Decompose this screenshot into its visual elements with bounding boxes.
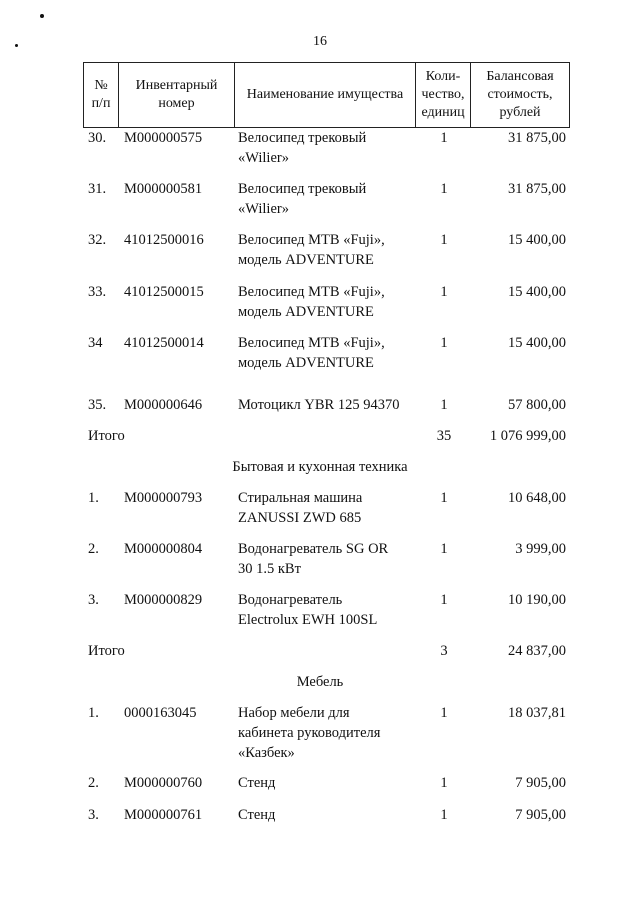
item-name: Велосипед МТВ «Fuji», модель ADVENTURE	[238, 284, 385, 320]
item-value: 10 190,00	[508, 592, 566, 608]
item-quantity: 1	[440, 705, 448, 721]
item-value: 31 875,00	[508, 181, 566, 197]
item-name: Стенд	[238, 807, 276, 823]
row-number: 34	[88, 335, 103, 351]
item-value: 15 400,00	[508, 232, 566, 248]
inventory-number: M000000829	[124, 592, 203, 608]
item-name: Велосипед трековый «Wilier»	[238, 181, 367, 217]
total-quantity: 35	[436, 428, 452, 444]
inventory-number: M000000760	[124, 775, 203, 791]
total-quantity: 3	[440, 643, 448, 659]
item-name: Водонагреватель SG OR 30 1.5 кВт	[238, 541, 389, 577]
item-quantity: 1	[440, 284, 448, 300]
total-label: Итого	[88, 643, 125, 659]
row-number: 35.	[88, 397, 107, 413]
item-name: Стенд	[238, 775, 276, 791]
item-quantity: 1	[440, 181, 448, 197]
inventory-number: M000000761	[124, 807, 203, 823]
row-number: 2.	[88, 775, 99, 791]
item-value: 15 400,00	[508, 335, 566, 351]
row-number: 31.	[88, 181, 107, 197]
item-name: Стиральная машина ZANUSSI ZWD 685	[238, 490, 363, 526]
item-quantity: 1	[440, 397, 448, 413]
header-num: № п/п	[84, 63, 119, 127]
item-quantity: 1	[440, 130, 448, 146]
inventory-number: M000000575	[124, 130, 203, 146]
header-value: Балансовая стоимость, рублей	[486, 68, 554, 121]
row-number: 33.	[88, 284, 107, 300]
item-value: 3 999,00	[515, 541, 566, 557]
item-quantity: 1	[440, 541, 448, 557]
total-label: Итого	[88, 428, 125, 444]
item-value: 18 037,81	[508, 705, 566, 721]
inventory-number: M000000581	[124, 181, 203, 197]
item-name: Велосипед трековый «Wilier»	[238, 130, 367, 166]
item-name: Мотоцикл YBR 125 94370	[238, 397, 400, 413]
item-quantity: 1	[440, 807, 448, 823]
item-value: 7 905,00	[515, 775, 566, 791]
section-heading: Бытовая и кухонная техника	[232, 459, 408, 475]
item-value: 10 648,00	[508, 490, 566, 506]
header-inventory: Инвентарный номер	[119, 63, 235, 127]
inventory-number: 41012500016	[124, 232, 204, 248]
header-name: Наименование имущества	[235, 63, 416, 127]
item-quantity: 1	[440, 232, 448, 248]
row-number: 32.	[88, 232, 107, 248]
item-value: 7 905,00	[515, 807, 566, 823]
item-value: 57 800,00	[508, 397, 566, 413]
item-value: 15 400,00	[508, 284, 566, 300]
section-heading: Мебель	[296, 674, 344, 690]
inventory-number: 41012500015	[124, 284, 204, 300]
table-header	[83, 62, 570, 128]
inventory-number: 0000163045	[124, 705, 197, 721]
item-name: Водонагреватель Electrolux EWH 100SL	[238, 592, 378, 628]
row-number: 30.	[88, 130, 107, 146]
item-name: Велосипед МТВ «Fuji», модель ADVENTURE	[238, 335, 385, 371]
inventory-number: M000000793	[124, 490, 203, 506]
item-quantity: 1	[440, 335, 448, 351]
item-name: Набор мебели для кабинета руководителя «Казбек»	[238, 705, 381, 761]
row-number: 2.	[88, 541, 99, 557]
item-quantity: 1	[440, 592, 448, 608]
page-number: 16	[313, 34, 327, 49]
inventory-number: M000000804	[124, 541, 203, 557]
row-number: 1.	[88, 490, 99, 506]
row-number: 3.	[88, 592, 99, 608]
scan-dot	[40, 14, 44, 18]
row-number: 1.	[88, 705, 99, 721]
item-quantity: 1	[440, 775, 448, 791]
item-quantity: 1	[440, 490, 448, 506]
item-value: 31 875,00	[508, 130, 566, 146]
total-value: 24 837,00	[508, 643, 566, 659]
inventory-number: 41012500014	[124, 335, 204, 351]
header-qty: Коли- чество, единиц	[416, 63, 471, 127]
inventory-number: M000000646	[124, 397, 203, 413]
item-name: Велосипед МТВ «Fuji», модель ADVENTURE	[238, 232, 385, 268]
row-number: 3.	[88, 807, 99, 823]
total-value: 1 076 999,00	[489, 428, 566, 444]
